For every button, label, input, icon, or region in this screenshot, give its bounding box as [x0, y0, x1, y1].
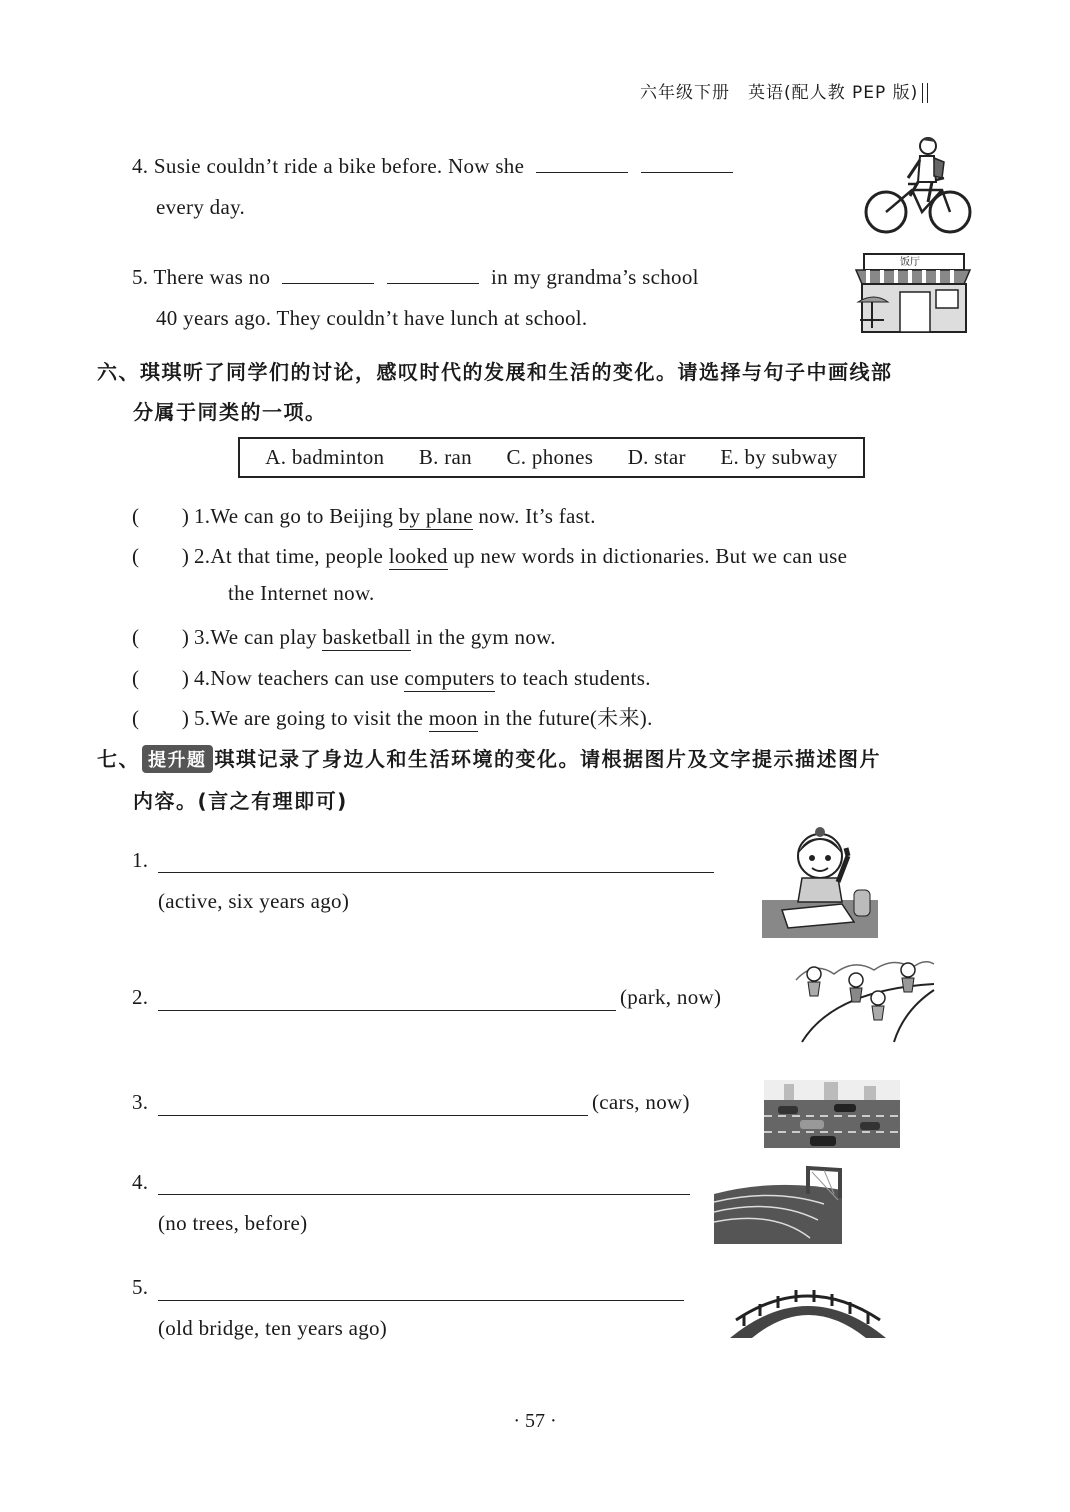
- answer-line[interactable]: [158, 872, 714, 873]
- girl-riding-bike-illustration: [862, 132, 974, 236]
- page-header: 六年级下册 英语(配人教 PEP 版): [640, 78, 928, 103]
- part-seven-item-2-num: 2.: [132, 985, 149, 1009]
- part-six-question-1: ( ) 1.We can go to Beijing by plane now. It’s fast.: [132, 500, 596, 530]
- part-six-question-2: ( ) 2.At that time, people looked up new words in dictionaries. But we can use: [132, 540, 847, 570]
- part-six-title-line2: 分属于同类的一项。: [133, 400, 327, 424]
- page-number: · 57 ·: [513, 1410, 557, 1432]
- advanced-badge: 提升题: [142, 745, 213, 773]
- answer-parentheses[interactable]: ( ): [132, 706, 190, 730]
- cars-on-road-illustration: [764, 1080, 900, 1148]
- answer-line[interactable]: [158, 1194, 690, 1195]
- answer-parentheses[interactable]: ( ): [132, 544, 190, 568]
- part-seven-item-3-num: 3.: [132, 1090, 149, 1114]
- answer-blank[interactable]: [387, 263, 479, 284]
- dining-hall-illustration: [854, 252, 972, 336]
- dining-hall-sign: 饭厅: [900, 257, 920, 268]
- option-c: C. phones: [506, 445, 594, 469]
- answer-blank[interactable]: [536, 152, 628, 173]
- part-seven-title: 七、 提升题 琪琪记录了身边人和生活环境的变化。请根据图片及文字提示描述图片: [97, 747, 881, 771]
- part-seven-item-4-hint: (no trees, before): [158, 1211, 308, 1235]
- part-seven-item-4-num: 4.: [132, 1170, 149, 1194]
- question-5-5-line2: 40 years ago. They couldn’t have lunch at school.: [156, 306, 588, 330]
- girl-studying-illustration: [762, 826, 880, 938]
- old-bridge-illustration: [730, 1282, 888, 1340]
- question-5-4: 4. Susie couldn’t ride a bike before. Now she: [132, 152, 733, 179]
- part-seven-item-3-hint: (cars, now): [592, 1090, 690, 1114]
- part-seven-item-5-hint: (old bridge, ten years ago): [158, 1316, 388, 1340]
- part-seven-item-5-num: 5.: [132, 1275, 149, 1299]
- options-box: [238, 437, 865, 478]
- answer-parentheses[interactable]: ( ): [132, 666, 190, 690]
- answer-line[interactable]: [158, 1010, 616, 1011]
- answer-blank[interactable]: [641, 152, 733, 173]
- option-e: E. by subway: [720, 445, 838, 469]
- part-six-question-4: ( ) 4.Now teachers can use computers to teach students.: [132, 662, 651, 692]
- option-b: B. ran: [418, 445, 472, 469]
- part-six-question-5: ( ) 5.We are going to visit the moon in the future(未来).: [132, 702, 653, 732]
- option-a: A. badminton: [265, 445, 385, 469]
- answer-parentheses[interactable]: ( ): [132, 625, 190, 649]
- part-six-question-2-line2: the Internet now.: [228, 581, 375, 605]
- sports-field-illustration: [714, 1164, 842, 1244]
- question-5-5: 5. There was no in my grandma’s school: [132, 265, 699, 289]
- question-5-4-line2: every day.: [156, 195, 246, 219]
- answer-line[interactable]: [158, 1300, 684, 1301]
- answer-line[interactable]: [158, 1115, 588, 1116]
- answer-blank[interactable]: [282, 263, 374, 284]
- answer-parentheses[interactable]: ( ): [132, 504, 190, 528]
- part-seven-item-2-hint: (park, now): [620, 985, 722, 1009]
- part-seven-item-1-hint: (active, six years ago): [158, 889, 350, 913]
- part-six-title: 六、琪琪听了同学们的讨论，感叹时代的发展和生活的变化。请选择与句子中画线部: [97, 360, 893, 384]
- kids-in-park-illustration: [794, 950, 936, 1044]
- part-seven-title-line2: 内容。(言之有理即可): [133, 789, 348, 813]
- option-d: D. star: [627, 445, 686, 469]
- part-seven-item-1-num: 1.: [132, 848, 149, 872]
- part-six-question-3: ( ) 3.We can play basketball in the gym now.: [132, 621, 556, 651]
